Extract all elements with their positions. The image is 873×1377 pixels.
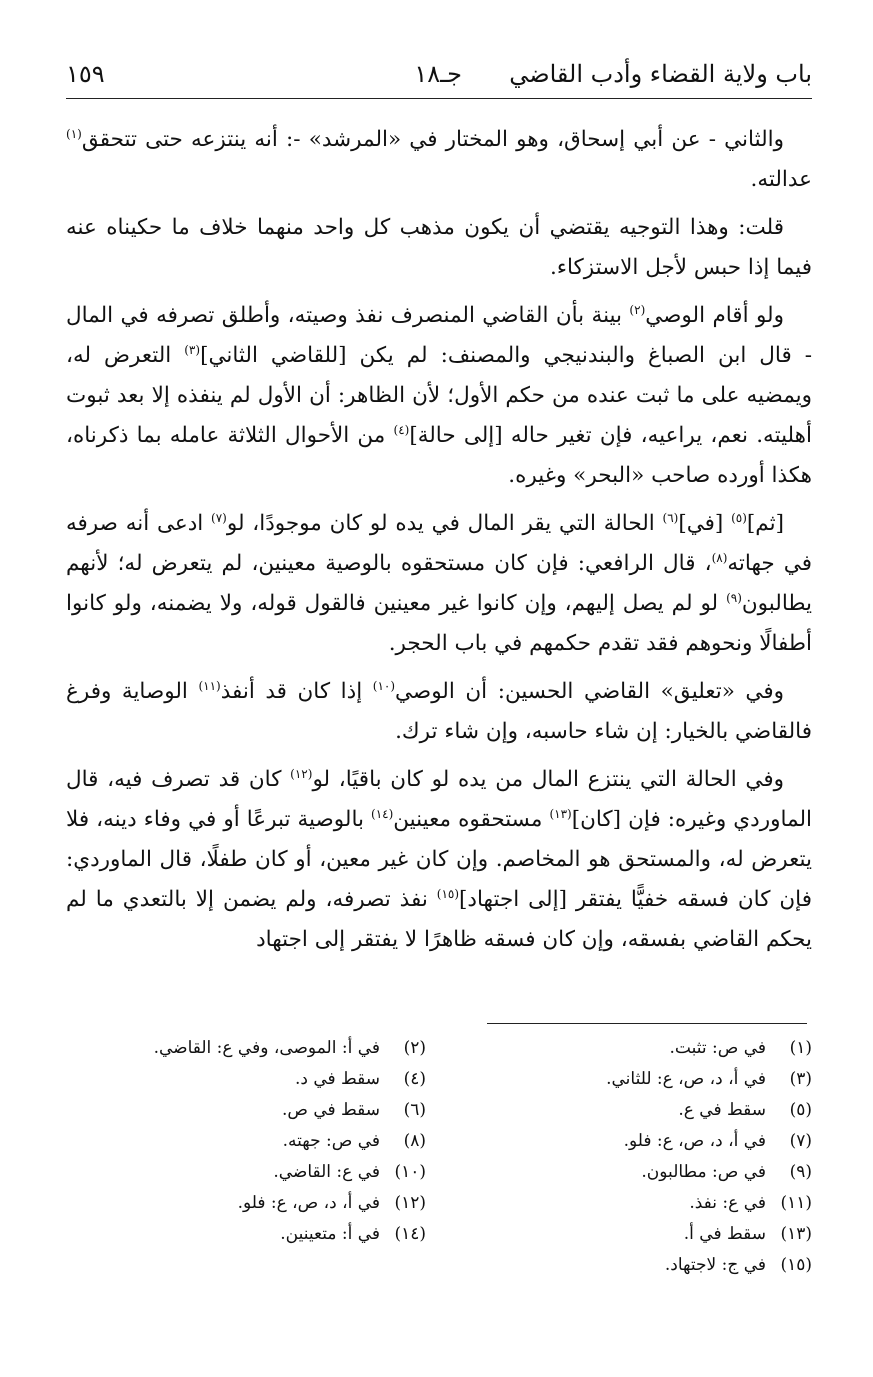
footnote-ref: (٣) — [184, 342, 201, 357]
footnote-number: (١) — [789, 1038, 812, 1058]
footnote-item — [452, 1250, 812, 1281]
paragraph — [66, 296, 812, 496]
text-run: [ثم] — [746, 511, 784, 536]
footnote-text: في ج: لاجتهاد. — [664, 1255, 766, 1275]
footnote-text: في أ، د، ص، ع: فلو. — [237, 1193, 380, 1213]
page-number: ١٥٩ — [66, 60, 105, 88]
footnote-item — [452, 1188, 812, 1219]
footnote-item — [452, 1126, 812, 1157]
text-run: عدالته. — [750, 167, 812, 192]
text-run: وفي «تعليق» القاضي الحسين: أن الوصي — [395, 679, 784, 704]
text-run: من الأحوال الثلاثة عامله بما ذكرناه، هكذا أورده صاحب «البحر» وغيره. — [66, 423, 812, 488]
footnote-separator — [487, 1023, 807, 1024]
footnote-text: في أ: متعينين. — [280, 1224, 380, 1244]
footnote-item — [66, 1095, 426, 1126]
footnote-number: (٢) — [403, 1038, 426, 1058]
footnote-number: (١٤) — [394, 1224, 426, 1244]
paragraph — [66, 672, 812, 752]
footnote-item — [66, 1033, 426, 1064]
text-run: لو لم يصل إليهم، وإن كانوا غير معينين فالقول قوله، ولا يضمنه، ولو كانوا أطفالًا ونحوهم فقد تقدم حكمهم في باب الحجر. — [66, 591, 812, 656]
text-run: التعرض له، ويمضيه على ما ثبت عنده من حكم الأول؛ لأن الظاهر: أن الأول لم ينفذه إلا بعد ثبوت أهليته. نعم، يراعيه، فإن تغير حاله [إلى حالة] — [66, 343, 812, 448]
paragraph — [66, 504, 812, 664]
footnote-number: (١٣) — [780, 1224, 812, 1244]
header-title: باب ولاية القضاء وأدب القاضي — [509, 60, 812, 88]
footnote-ref: (٨) — [711, 550, 728, 565]
main-text — [66, 120, 812, 968]
footnote-text: في أ: الموصى، وفي ع: القاضي. — [153, 1038, 380, 1058]
footnote-item — [66, 1157, 426, 1188]
text-run: وفي الحالة التي ينتزع المال من يده لو كان باقيًا، لو — [312, 767, 784, 792]
text-run: إذا كان قد أنفذ — [220, 679, 373, 704]
footnote-number: (٧) — [789, 1131, 812, 1151]
footnote-number: (٩) — [789, 1162, 812, 1182]
text-run: نفذ تصرفه، ولم يضمن إلا بالتعدي ما لم يحكم القاضي بفسقه، وإن كان فسقه ظاهرًا لا يفتقر إلى اجتهاد — [66, 887, 812, 952]
footnote-item — [452, 1095, 812, 1126]
footnote-ref: (١٠) — [372, 678, 396, 693]
footnote-number: (٥) — [789, 1100, 812, 1120]
footnote-number: (٣) — [789, 1069, 812, 1089]
footnote-ref: (٥) — [731, 510, 747, 525]
footnote-ref: (٤) — [393, 422, 410, 437]
footnote-item — [66, 1188, 426, 1219]
text-run: كان قد تصرف فيه، قال الماوردي وغيره: فإن [كان] — [66, 767, 812, 832]
text-run: ولو أقام الوصي — [645, 303, 784, 328]
footnote-item — [452, 1033, 812, 1064]
footnote-ref: (١٢) — [290, 766, 313, 781]
footnote-item — [452, 1157, 812, 1188]
footnote-item — [66, 1126, 426, 1157]
footnote-text: في ص: تثبت. — [669, 1038, 766, 1058]
footnote-text: سقط في ع. — [678, 1100, 766, 1120]
footnote-number: (١٠) — [394, 1162, 426, 1182]
footnote-text: في ص: مطالبون. — [641, 1162, 766, 1182]
footnote-ref: (١١) — [198, 678, 221, 693]
text-run: قلت: وهذا التوجيه يقتضي أن يكون مذهب كل واحد منهما خلاف ما حكيناه عنه فيما إذا حبس لأجل الاستزكاء. — [66, 215, 812, 280]
text-run: مستحقوه معينين — [393, 807, 550, 832]
footnote-ref: (١) — [66, 126, 82, 141]
footnote-number: (١٥) — [780, 1255, 812, 1275]
footnote-ref: (٦) — [662, 510, 679, 525]
footnote-ref: (١٥) — [436, 886, 460, 901]
paragraph — [66, 120, 812, 200]
paragraph — [66, 208, 812, 288]
footnote-text: في ع: القاضي. — [273, 1162, 380, 1182]
footnote-text: في أ، د، ص، ع: فلو. — [623, 1131, 766, 1151]
footnote-ref: (١٣) — [549, 806, 572, 821]
text-run: بينة بأن القاضي المنصرف نفذ وصيته، وأطلق تصرفه في المال - قال ابن الصباغ والبندنيجي والمصنف: لم يكن [للقاضي الثاني] — [66, 303, 812, 368]
footnote-item — [66, 1064, 426, 1095]
footnote-item — [452, 1219, 812, 1250]
running-header — [66, 52, 812, 99]
text-run: والثاني - عن أبي إسحاق، وهو المختار في «المرشد» -: أنه ينتزعه حتى تتحقق — [81, 127, 784, 152]
text-run: بالوصية تبرعًا أو في وفاء دينه، فلا يتعرض له، والمستحق هو المخاصم. وإن كان غير معين، أو كان طفلًا، قال الماوردي: فإن كان فسقه خفيًّا يفتقر [إلى اجتهاد] — [66, 807, 812, 912]
footnote-number: (٤) — [403, 1069, 426, 1089]
footnote-item — [66, 1219, 426, 1250]
footnote-number: (٦) — [403, 1100, 426, 1120]
footnote-text: في ص: جهته. — [282, 1131, 380, 1151]
text-run: [في] — [678, 511, 732, 536]
paragraph — [66, 760, 812, 960]
footnote-column-left — [66, 1033, 426, 1250]
footnote-number: (٨) — [403, 1131, 426, 1151]
text-run: ، قال الرافعي: فإن كان مستحقوه بالوصية معينين، لم يتعرض له؛ لأنهم يطالبون — [66, 551, 812, 616]
footnote-column-right — [452, 1033, 812, 1281]
footnote-text: سقط في ص. — [281, 1100, 380, 1120]
footnote-text: في أ، د، ص، ع: للثاني. — [606, 1069, 766, 1089]
text-run: الحالة التي يقر المال في يده لو كان موجودًا، لو — [226, 511, 663, 536]
footnote-ref: (٩) — [726, 590, 742, 605]
text-run: ادعى أنه صرفه في جهاته — [66, 511, 812, 576]
footnote-item — [452, 1064, 812, 1095]
footnote-number: (١١) — [780, 1193, 812, 1213]
footnote-text: في ع: نفذ. — [689, 1193, 766, 1213]
footnote-number: (١٢) — [394, 1193, 426, 1213]
footnote-ref: (٧) — [211, 510, 227, 525]
footnote-ref: (٢) — [629, 302, 646, 317]
volume-number: جـ١٨ — [414, 60, 462, 88]
footnote-text: سقط في د. — [294, 1069, 380, 1089]
footnote-ref: (١٤) — [371, 806, 394, 821]
text-run: الوصاية وفرغ فالقاضي بالخيار: إن شاء حاسبه، وإن شاء ترك. — [66, 679, 812, 744]
footnote-text: سقط في أ. — [683, 1224, 766, 1244]
